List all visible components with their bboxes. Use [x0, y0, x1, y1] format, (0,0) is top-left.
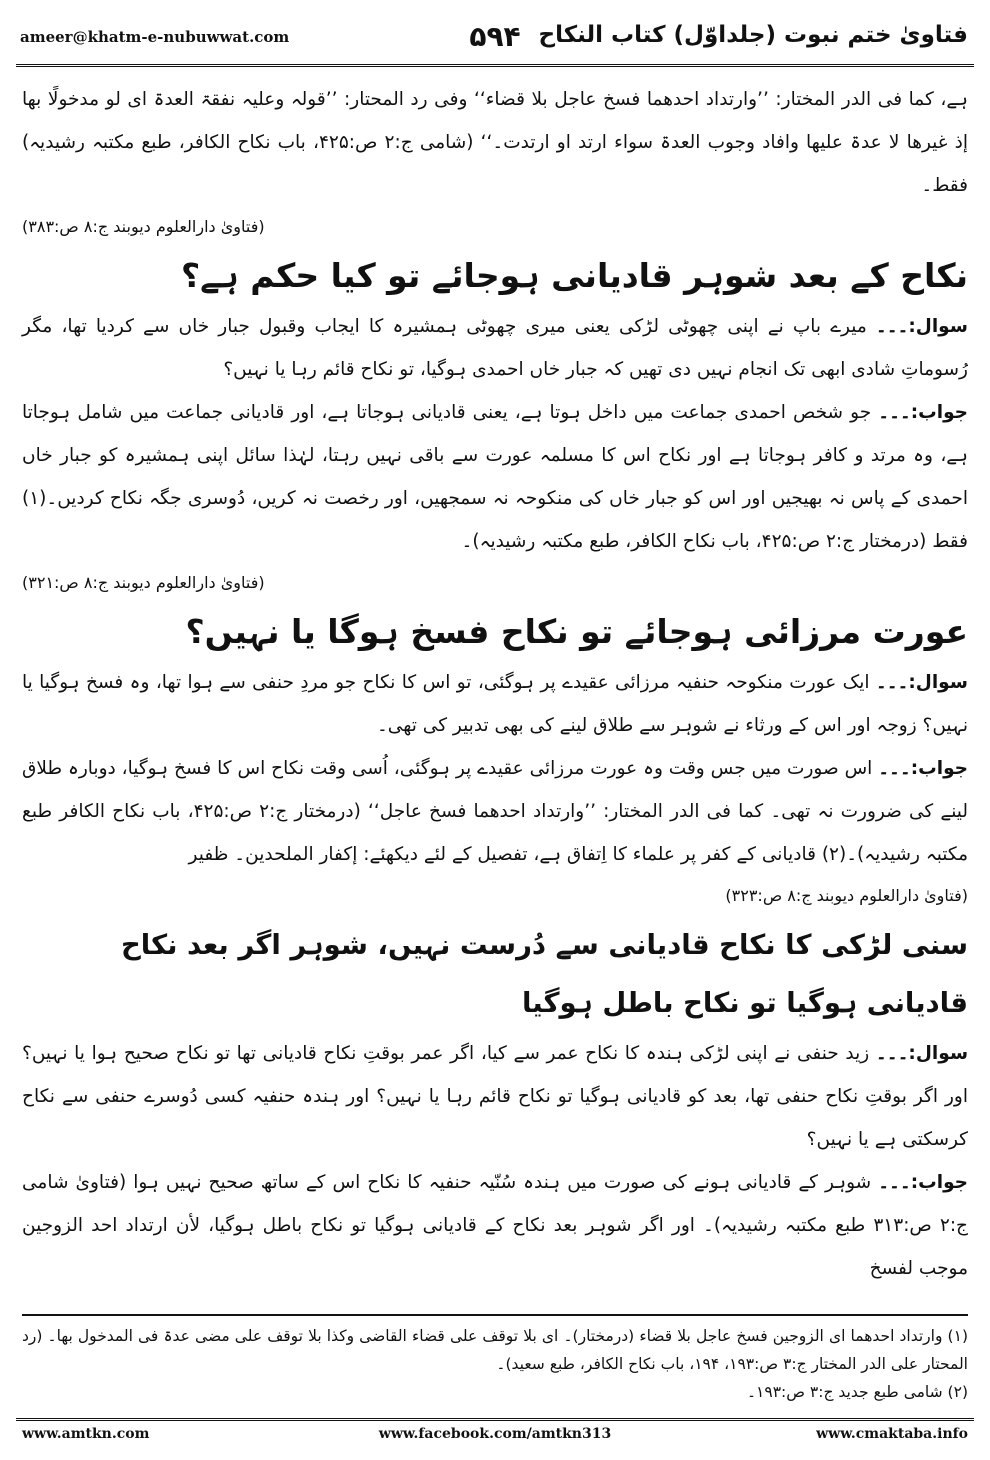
reference: (فتاویٰ دارالعلوم دیوبند ج:۸ ص:۳۲۱)	[22, 573, 265, 592]
answer-text: اس صورت میں جس وقت وہ عورت مرزائی عقیدے پر ہوگئی، اُسی وقت نکاح اس کا فسخ ہوگیا، دوبارہ طلاق لینے کی ضرورت نہ تھی۔ کما فی الدر المختار: ’’وارتداد احدھما فسخ عاجل‘‘ (درمختار ج:۲ ص:۴۲۵، باب نکاح الکافر طبع مکتبہ رشیدیہ)۔(۲) قادیانی کے کفر پر علماء کا اِتفاق ہے، تفصیل کے لئے دیکھئے: إکفار الملحدین۔ ظفیر	[22, 758, 968, 865]
question-text: زید حنفی نے اپنی لڑکی ہندہ کا نکاح عمر سے کیا، اگر عمر بوقتِ نکاح قادیانی تھا تو نکاح صحیح ہوا یا نہیں؟ اور اگر بوقتِ نکاح حنفی تھا، بعد کو قادیانی ہوگیا تو نکاح قائم رہا یا نہیں؟ اور ہندہ حنفیہ کسی دُوسرے حنفی سے نکاح کرسکتی ہے یا نہیں؟	[22, 1043, 968, 1150]
reference-row	[22, 207, 968, 247]
section-heading: نکاح کے بعد شوہر قادیانی ہوجائے تو کیا حکم ہے؟	[181, 256, 968, 295]
footnote-divider	[22, 1314, 968, 1316]
footer-link-amtkn[interactable]: www.amtkn.com	[22, 1426, 150, 1442]
question-text: میرے باپ نے اپنی چھوٹی لڑکی یعنی میری چھوٹی ہمشیرہ کا ایجاب وقبول جبار خاں سے کردیا تھا، مگر رُسوماتِ شادی ابھی تک انجام نہیں دی تھیں کہ جبار خاں احمدی ہوگیا، تو نکاح قائم رہا یا نہیں؟	[22, 316, 968, 380]
header-email: ameer@khatm-e-nubuwwat.com	[20, 28, 290, 46]
book-title: فتاویٰ ختم نبوت (جلداوّل) کتاب النکاح	[538, 22, 968, 48]
question-paragraph	[22, 305, 968, 391]
question-text: ایک عورت منکوحہ حنفیہ مرزائی عقیدے پر ہوگئی، تو اس کا نکاح جو مردِ حنفی سے ہوا تھا، وہ فسخ ہوگیا یا نہیں؟ زوجہ اور اس کے ورثاء نے شوہر سے طلاق لینے کی بھی تدبیر کی تھی۔	[22, 672, 968, 736]
reference: (فتاویٰ دارالعلوم دیوبند ج:۸ ص:۳۸۳)	[22, 217, 265, 236]
section-heading: سنی لڑکی کا نکاح قادیانی سے دُرست نہیں، شوہر اگر بعد نکاح قادیانی ہوگیا تو نکاح باطل ہوگیا	[120, 929, 968, 1019]
reference-row	[22, 876, 968, 916]
answer-text: جو شخص احمدی جماعت میں داخل ہوتا ہے، یعنی قادیانی ہوجاتا ہے، اور قادیانی جماعت میں شامل ہوجاتا ہے، وہ مرتد و کافر ہوجاتا ہے اور نکاح اس کا مسلمہ عورت سے باقی نہیں رہتا، لہٰذا سائل اپنی ہمشیرہ کو جبار خاں احمدی کے پاس نہ بھیجیں اور اس کو جبار خاں کی منکوحہ نہ سمجھیں، اور رخصت نہ کریں، دُوسری جگہ نکاح کردیں۔(۱) فقط (درمختار ج:۲ ص:۴۲۵، باب نکاح الکافر، طبع مکتبہ رشیدیہ)۔	[22, 402, 968, 552]
page-header	[16, 18, 974, 62]
footer-divider	[16, 1418, 974, 1421]
main-text	[22, 78, 968, 1290]
continuation-paragraph: ہے، کما فی الدر المختار: ’’وارتداد احدھما فسخ عاجل بلا قضاء‘‘ وفی رد المحتار: ’’قولہ وعلیہ نفقۃ العدۃ ای لو مدخولًا بھا إذ غیرھا لا عدۃ علیھا وافاد وجوب العدۃ سواء ارتد او ارتدت۔‘‘ (شامی ج:۲ ص:۴۲۵، باب نکاح الکافر، طبع مکتبہ رشیدیہ) فقط۔	[22, 89, 968, 196]
question-paragraph	[22, 661, 968, 747]
footnote: (۱) وارتداد احدھما ای الزوجین فسخ عاجل بلا قضاء (درمختار)۔ ای بلا توقف علی قضاء القاضی وکذا بلا توقف علی مضی عدۃ فی المدخول بھا۔ (رد المحتار علی الدر المختار ج:۳ ص:۱۹۳، ۱۹۴، باب نکاح الکافر، طبع سعید)۔	[22, 1327, 968, 1373]
reference-row	[22, 563, 968, 603]
answer-label: جواب:۔۔۔	[878, 1172, 968, 1193]
page-number: ۵۹۴	[469, 20, 521, 53]
answer-label: جواب:۔۔۔	[878, 402, 969, 423]
footer-link-cmaktaba[interactable]: www.cmaktaba.info	[816, 1426, 968, 1442]
page-footer	[22, 1426, 968, 1448]
footnote: (۲) شامی طبع جدید ج:۳ ص:۱۹۳۔	[746, 1383, 968, 1401]
question-paragraph	[22, 1032, 968, 1161]
answer-text: شوہر کے قادیانی ہونے کی صورت میں ہندہ سُنّیہ حنفیہ کا نکاح اس کے ساتھ صحیح نہیں ہوا (فتاویٰ شامی ج:۲ ص:۳۱۳ طبع مکتبہ رشیدیہ)۔ اور اگر شوہر بعد نکاح کے قادیانی ہوگیا تو نکاح باطل ہوگیا، لأن ارتداد احد الزوجین موجب لفسخ	[22, 1172, 969, 1279]
answer-paragraph	[22, 747, 968, 876]
footnotes	[22, 1322, 968, 1406]
header-divider	[16, 64, 974, 67]
question-label: سوال:۔۔۔	[875, 316, 968, 337]
section-heading: عورت مرزائی ہوجائے تو نکاح فسخ ہوگا یا نہیں؟	[185, 612, 968, 651]
answer-paragraph	[22, 1161, 968, 1290]
footer-link-facebook[interactable]: www.facebook.com/amtkn313	[378, 1426, 612, 1442]
answer-paragraph	[22, 391, 968, 563]
question-label: سوال:۔۔۔	[875, 1043, 969, 1064]
question-label: سوال:۔۔۔	[875, 672, 968, 693]
reference: (فتاویٰ دارالعلوم دیوبند ج:۸ ص:۳۲۳)	[725, 886, 968, 905]
answer-label: جواب:۔۔۔	[878, 758, 968, 779]
